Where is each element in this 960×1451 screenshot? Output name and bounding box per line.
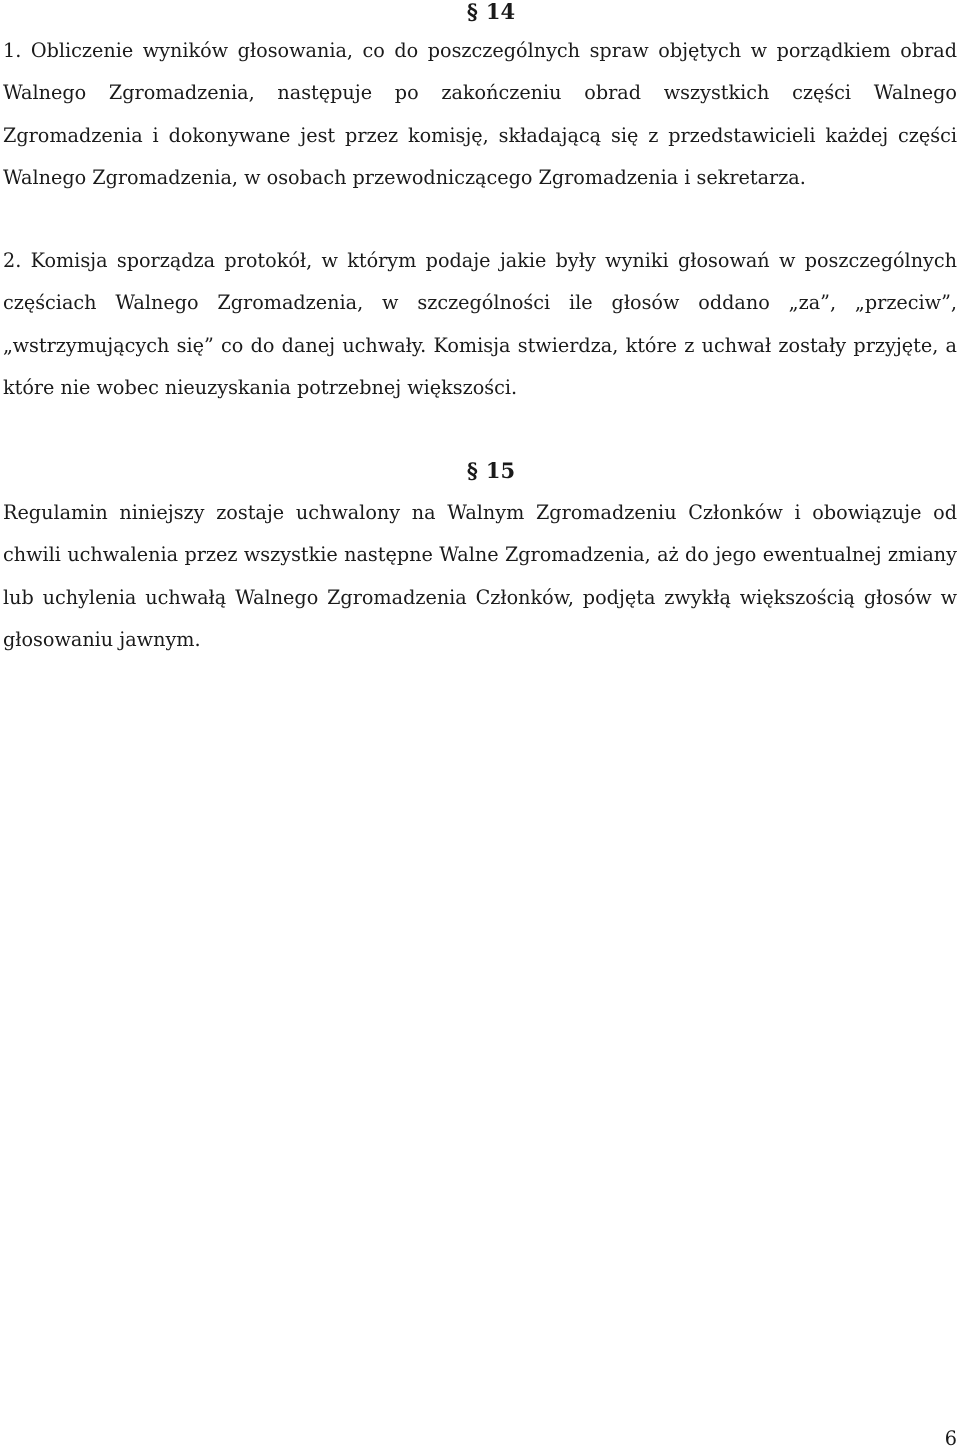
section-sign: § <box>466 0 478 24</box>
section-number: 14 <box>485 0 516 24</box>
section-number: 15 <box>485 458 516 483</box>
section-sign: § <box>466 458 478 483</box>
section-heading-14 <box>3 0 957 24</box>
section-heading-15 <box>3 459 957 483</box>
section-15-paragraph-1: Regulamin niniejszy zostaje uchwalony na Walnym Zgromadzeniu Członków i obowiązuje od chwili uchwalenia przez wszystkie następne Walne Zgromadzenia, aż do jego ewentualnej zmiany lub uchylenia uchwałą Walnego Zgromadzenia Członków, podjęta zwykłą większością głosów w głosowaniu jawnym. <box>3 501 957 651</box>
section-14-paragraph-2: 2. Komisja sporządza protokół, w którym podaje jakie były wyniki głosowań w poszczególnych częściach Walnego Zgromadzenia, w szczególności ile głosów oddano „za”, „przeciw”, „wstrzymujących się” co do danej uchwały. Komisja stwierdza, które z uchwał zostały przyjęte, a które nie wobec nieuzyskania potrzebnej większości. <box>3 249 957 399</box>
page-number: 6 <box>944 1427 957 1450</box>
section-14-paragraph-1: 1. Obliczenie wyników głosowania, co do poszczególnych spraw objętych w porządkiem obrad Walnego Zgromadzenia, następuje po zakończeniu obrad wszystkich części Walnego Zgromadzenia i dokonywane jest przez komisję, składającą się z przedstawicieli każdej części Walnego Zgromadzenia, w osobach przewodniczącego Zgromadzenia i sekretarza. <box>3 39 957 189</box>
